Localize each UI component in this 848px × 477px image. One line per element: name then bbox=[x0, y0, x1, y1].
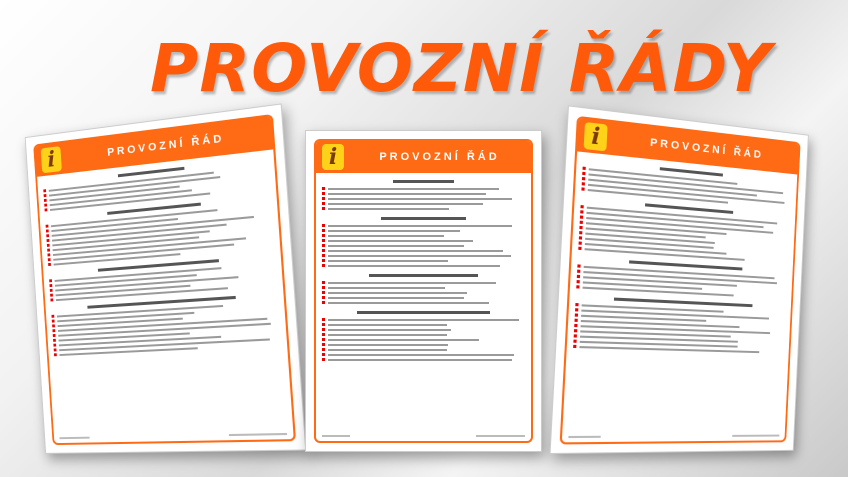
bullet-icon bbox=[54, 348, 57, 351]
bullet-icon bbox=[48, 263, 51, 266]
bullet-icon bbox=[575, 313, 578, 316]
bullet-icon bbox=[46, 225, 49, 228]
bullet-icon bbox=[577, 275, 580, 278]
bullet-icon bbox=[322, 264, 325, 267]
bullet-icon bbox=[579, 241, 582, 244]
bullet-icon bbox=[44, 204, 47, 207]
bullet-icon bbox=[44, 194, 47, 197]
bullet-icon bbox=[322, 333, 325, 336]
bullet-icon bbox=[47, 244, 50, 247]
bullet-icon bbox=[322, 343, 325, 346]
bullet-icon bbox=[574, 329, 577, 332]
bullet-icon bbox=[580, 210, 583, 213]
bullet-icon bbox=[47, 239, 50, 242]
poster-title: PROVOZNÍ ŘÁD bbox=[106, 132, 225, 159]
bullet-icon bbox=[322, 328, 325, 331]
poster-footer bbox=[59, 433, 287, 439]
bullet-icon bbox=[53, 334, 56, 337]
bullet-icon bbox=[580, 205, 583, 208]
bullet-icon bbox=[52, 329, 55, 332]
bullet-icon bbox=[575, 303, 578, 306]
headline: PROVOZNÍ ŘÁDY bbox=[150, 30, 772, 107]
bullet-icon bbox=[322, 318, 325, 321]
bullet-icon bbox=[322, 291, 325, 294]
rule-line bbox=[322, 264, 525, 267]
bullet-icon bbox=[322, 224, 325, 227]
bullet-icon bbox=[322, 244, 325, 247]
bullet-icon bbox=[574, 319, 577, 322]
rule-line bbox=[322, 239, 525, 242]
bullet-icon bbox=[574, 324, 577, 327]
rule-line bbox=[322, 358, 525, 361]
rule-line bbox=[322, 333, 525, 336]
bullet-icon bbox=[582, 167, 585, 170]
bullet-icon bbox=[322, 338, 325, 341]
bullet-icon bbox=[47, 253, 50, 256]
bullet-icon bbox=[322, 281, 325, 284]
poster-footer bbox=[568, 435, 779, 438]
bullet-icon bbox=[46, 234, 49, 237]
bullet-icon bbox=[573, 345, 576, 348]
poster-footer bbox=[322, 435, 525, 437]
rule-line bbox=[322, 353, 525, 356]
bullet-icon bbox=[580, 221, 583, 224]
poster-frame bbox=[33, 114, 296, 445]
bullet-icon bbox=[582, 172, 585, 175]
rule-line bbox=[322, 244, 525, 247]
poster-title: PROVOZNÍ ŘÁD bbox=[379, 151, 500, 163]
bullet-icon bbox=[575, 308, 578, 311]
bullet-icon bbox=[52, 324, 55, 327]
bullet-icon bbox=[577, 270, 580, 273]
bullet-icon bbox=[45, 208, 48, 211]
rule-line bbox=[322, 291, 525, 294]
rule-line bbox=[322, 323, 525, 326]
bullet-icon bbox=[49, 284, 52, 287]
poster-title: PROVOZNÍ ŘÁD bbox=[649, 136, 764, 162]
section-heading bbox=[322, 216, 525, 222]
bullet-icon bbox=[51, 315, 54, 318]
bullet-icon bbox=[580, 215, 583, 218]
section-heading bbox=[322, 273, 525, 279]
rule-line bbox=[322, 197, 525, 200]
rule-line bbox=[322, 318, 525, 321]
info-icon: i bbox=[584, 122, 608, 151]
rule-line bbox=[322, 281, 525, 284]
bullet-icon bbox=[50, 289, 53, 292]
rule-line bbox=[322, 296, 525, 299]
rule-line bbox=[322, 207, 525, 210]
bullet-icon bbox=[53, 344, 56, 347]
poster-center bbox=[305, 130, 542, 452]
rule-line bbox=[322, 187, 525, 190]
rule-line bbox=[322, 259, 525, 262]
bullet-icon bbox=[44, 199, 47, 202]
bullet-icon bbox=[576, 285, 579, 288]
bullet-icon bbox=[322, 234, 325, 237]
bullet-icon bbox=[322, 358, 325, 361]
bullet-icon bbox=[322, 254, 325, 257]
bullet-icon bbox=[52, 320, 55, 323]
info-icon: i bbox=[41, 146, 62, 173]
bullet-icon bbox=[579, 231, 582, 234]
bullet-icon bbox=[47, 249, 50, 252]
poster-header bbox=[316, 141, 531, 173]
bullet-icon bbox=[322, 187, 325, 190]
bullet-icon bbox=[322, 296, 325, 299]
rule-line bbox=[322, 328, 525, 331]
bullet-icon bbox=[582, 177, 585, 180]
bullet-icon bbox=[43, 189, 46, 192]
bullet-icon bbox=[322, 207, 325, 210]
bullet-icon bbox=[49, 279, 52, 282]
section-heading bbox=[322, 179, 525, 185]
info-icon: i bbox=[322, 144, 344, 170]
bullet-icon bbox=[322, 259, 325, 262]
bullet-icon bbox=[582, 182, 585, 185]
rule-line bbox=[322, 301, 525, 304]
bullet-icon bbox=[322, 202, 325, 205]
bullet-icon bbox=[322, 353, 325, 356]
bullet-icon bbox=[322, 249, 325, 252]
poster-frame bbox=[560, 116, 801, 445]
bullet-icon bbox=[53, 339, 56, 342]
bullet-icon bbox=[322, 301, 325, 304]
bullet-icon bbox=[581, 187, 584, 190]
rule-line bbox=[322, 229, 525, 232]
rule-line bbox=[322, 348, 525, 351]
bullet-icon bbox=[48, 258, 51, 261]
bullet-icon bbox=[50, 294, 53, 297]
rule-line bbox=[322, 224, 525, 227]
bullet-icon bbox=[573, 340, 576, 343]
bullet-icon bbox=[578, 247, 581, 250]
rule-line bbox=[322, 249, 525, 252]
bullet-icon bbox=[577, 280, 580, 283]
rule-line bbox=[322, 192, 525, 195]
poster-right bbox=[549, 105, 808, 454]
bullet-icon bbox=[574, 334, 577, 337]
bullet-icon bbox=[322, 192, 325, 195]
bullet-icon bbox=[322, 197, 325, 200]
bullet-icon bbox=[322, 229, 325, 232]
rule-line bbox=[322, 234, 525, 237]
rule-line bbox=[322, 254, 525, 257]
bullet-icon bbox=[322, 348, 325, 351]
bullet-icon bbox=[579, 226, 582, 229]
section-heading bbox=[322, 310, 525, 316]
bullet-icon bbox=[46, 229, 49, 232]
rule-line bbox=[322, 343, 525, 346]
bullet-icon bbox=[322, 323, 325, 326]
bullet-icon bbox=[577, 264, 580, 267]
rule-line bbox=[322, 202, 525, 205]
bullet-icon bbox=[50, 298, 53, 301]
bullet-icon bbox=[322, 286, 325, 289]
poster-frame bbox=[314, 139, 533, 443]
rule-line bbox=[322, 338, 525, 341]
bullet-icon bbox=[322, 239, 325, 242]
bullet-icon bbox=[579, 236, 582, 239]
poster-left bbox=[25, 103, 307, 453]
rule-line bbox=[322, 286, 525, 289]
bullet-icon bbox=[54, 353, 57, 356]
